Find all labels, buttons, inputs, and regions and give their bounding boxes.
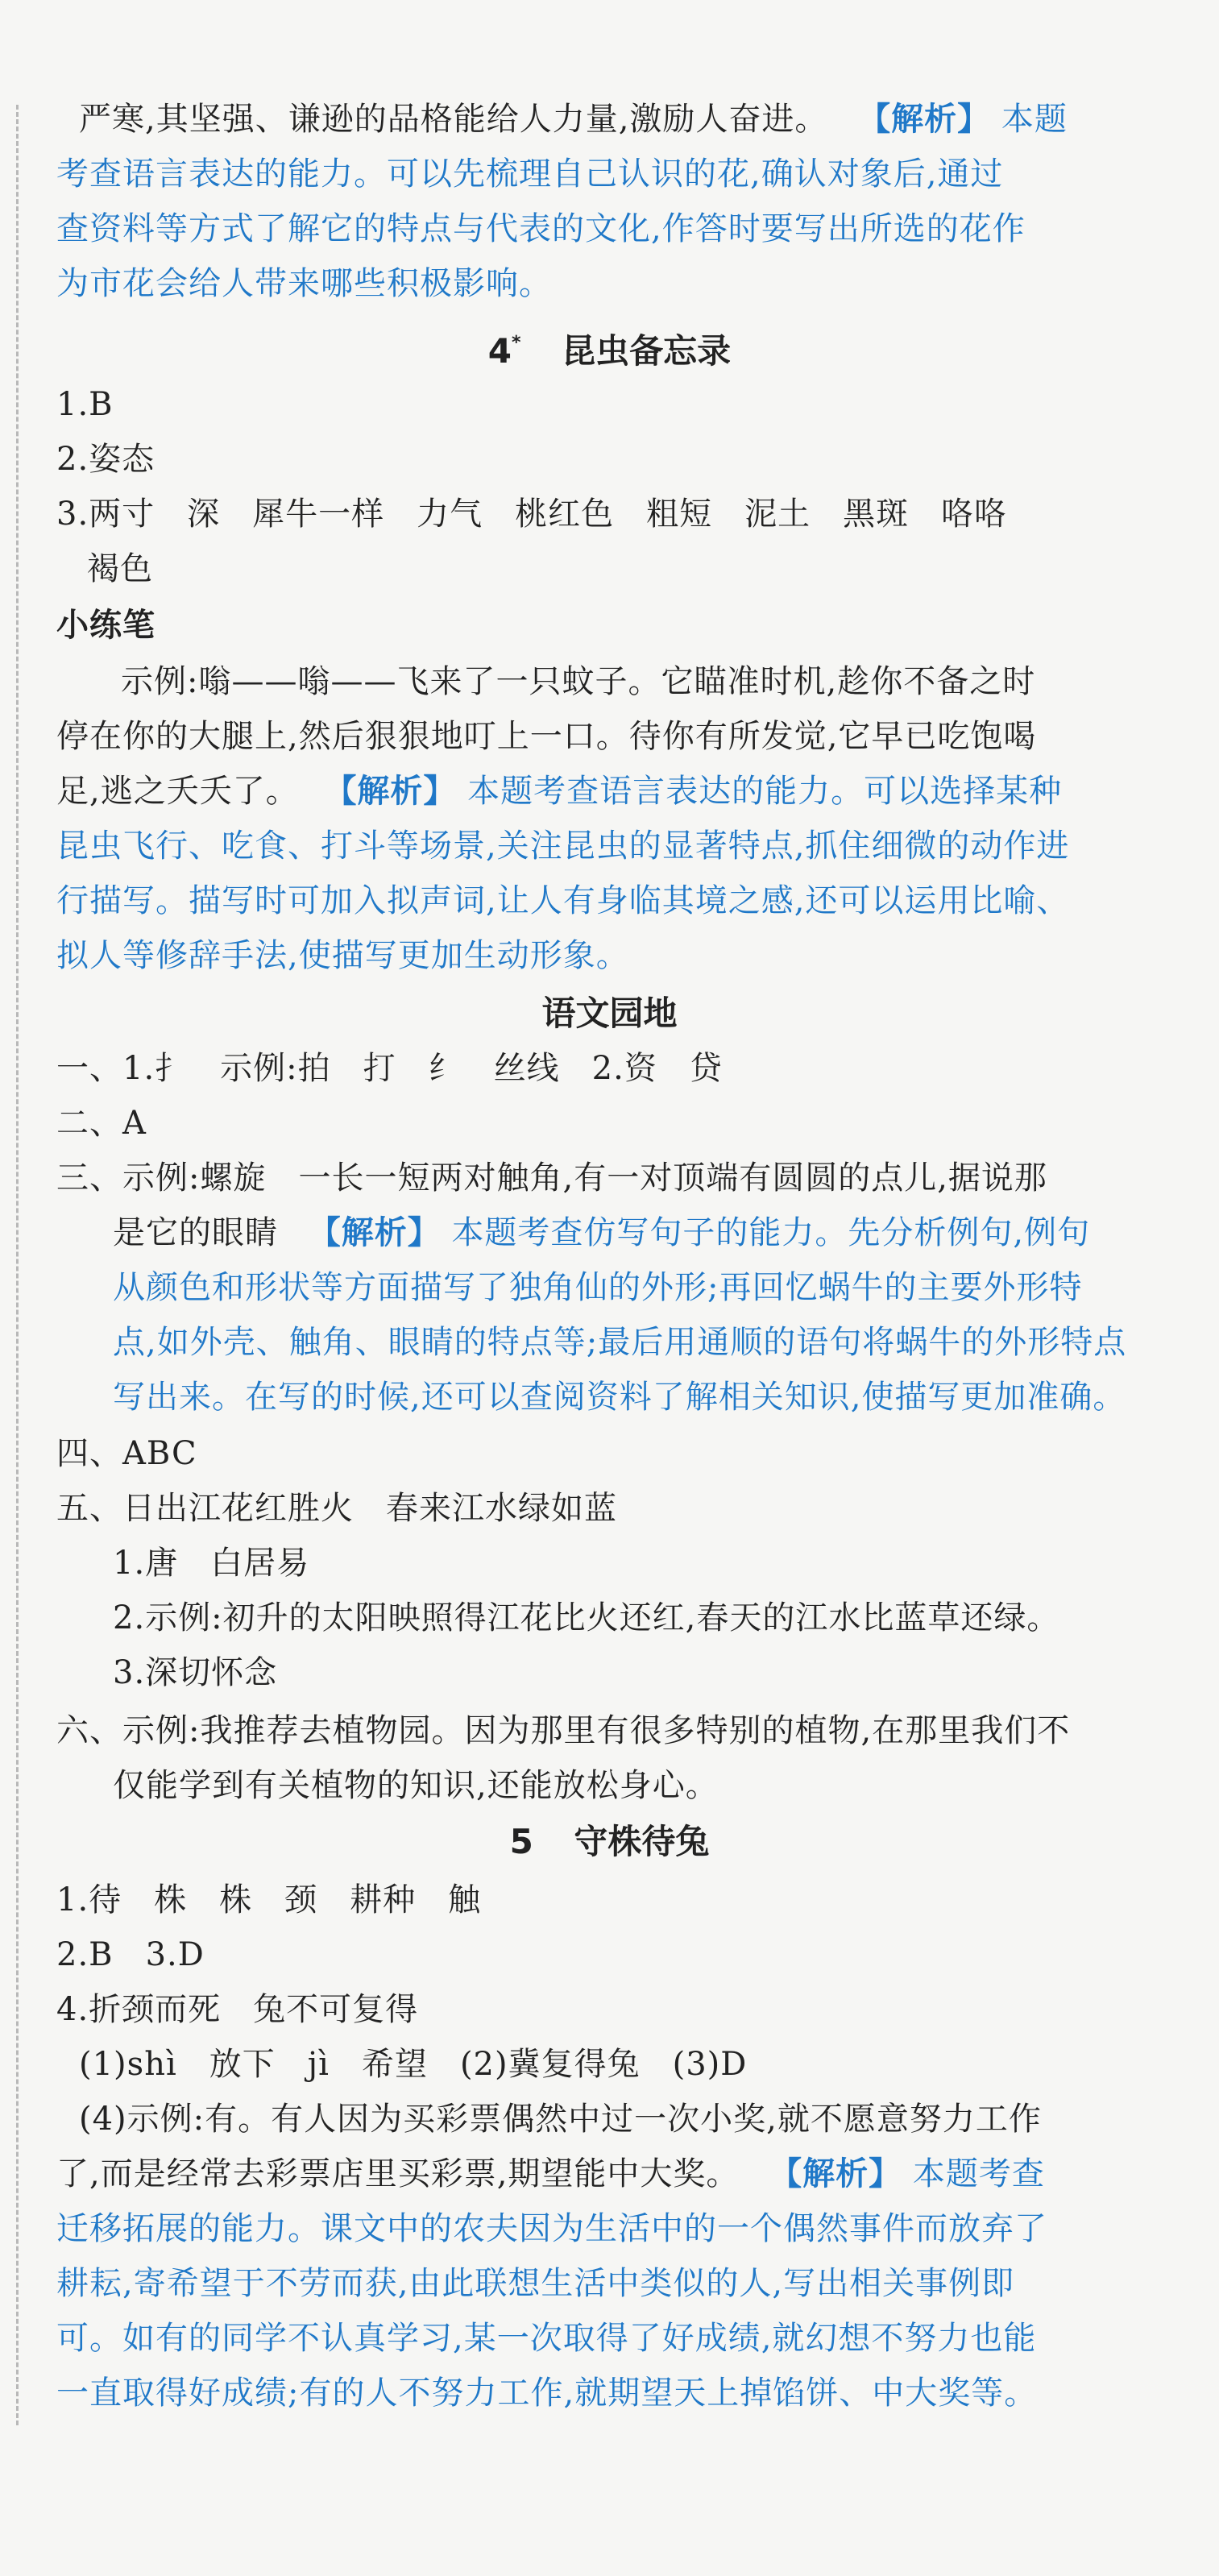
garden-q5: 五、日出江花红胜火 春来江水绿如蓝 bbox=[56, 1490, 617, 1527]
practice-title: 小练笔 bbox=[56, 607, 155, 644]
analysis-tag: 【解析】 bbox=[858, 101, 991, 138]
garden-q3-line-1: 三、示例:螺旋 一长一短两对触角,有一对顶端有圆圆的点儿,据说那 bbox=[56, 1159, 1047, 1197]
lesson5-q1: 1.待 株 株 颈 耕种 触 bbox=[56, 1881, 482, 1919]
lesson5-q4-sub4-line-2: 了,而是经常去彩票店里买彩票,期望能中大奖。 【解析】 本题考查 bbox=[56, 2155, 1045, 2192]
binding-dash-rule bbox=[16, 105, 19, 2425]
lesson5-q2-q3: 2.B 3.D bbox=[56, 1936, 205, 1973]
analysis-tag: 【解析】 bbox=[308, 1214, 441, 1251]
practice-line-3: 足,逃之夭夭了。 【解析】 本题考查语言表达的能力。可以选择某种 bbox=[56, 773, 1063, 810]
lesson5-q4-sub1: (1)shì 放下 jì 希望 (2)冀复得兔 (3)D bbox=[79, 2046, 748, 2083]
sec0-line-3: 查资料等方式了解它的特点与代表的文化,作答时要写出所选的花作 bbox=[56, 210, 1026, 247]
garden-q4: 四、ABC bbox=[56, 1435, 197, 1472]
lesson5-q4: 4.折颈而死 兔不可复得 bbox=[56, 1991, 419, 2028]
lesson5-line-6: 一直取得好成绩;有的人不努力工作,就期望天上掉馅饼、中大奖等。 bbox=[56, 2375, 1038, 2412]
garden-q2: 二、A bbox=[56, 1105, 147, 1142]
practice-line-2: 停在你的大腿上,然后狠狠地叮上一口。待你有所发觉,它早已吃饱喝 bbox=[56, 718, 1037, 755]
garden-q3-line-4: 点,如外壳、触角、眼睛的特点等;最后用通顺的语句将蜗牛的外形特点 bbox=[113, 1324, 1127, 1361]
sec0-line-4: 为市花会给人带来哪些积极影响。 bbox=[56, 265, 552, 302]
sec0-line-2: 考查语言表达的能力。可以先梳理自己认识的花,确认对象后,通过 bbox=[56, 156, 1004, 193]
garden-q6-line-1: 六、示例:我推荐去植物园。因为那里有很多特别的植物,在那里我们不 bbox=[56, 1712, 1071, 1749]
practice-line-1: 示例:嗡——嗡——飞来了一只蚊子。它瞄准时机,趁你不备之时 bbox=[121, 663, 1036, 700]
garden-q5-3: 3.深切怀念 bbox=[113, 1654, 278, 1691]
lesson5-q4-sub4-line-1: (4)示例:有。有人因为买彩票偶然中过一次小奖,就不愿意努力工作 bbox=[79, 2101, 1042, 2138]
analysis-tag: 【解析】 bbox=[324, 773, 457, 810]
lesson4-title: 4* 昆虫备忘录 bbox=[487, 331, 732, 371]
garden-q3-line-3: 从颜色和形状等方面描写了独角仙的外形;再回忆蜗牛的主要外形特 bbox=[113, 1269, 1083, 1306]
lesson4-q1: 1.B bbox=[56, 386, 114, 423]
lesson4-q2: 2.姿态 bbox=[56, 441, 155, 478]
garden-q5-2: 2.示例:初升的太阳映照得江花比火还红,春天的江水比蓝草还绿。 bbox=[113, 1599, 1060, 1636]
lesson5-line-3: 迁移拓展的能力。课文中的农夫因为生活中的一个偶然事件而放弃了 bbox=[56, 2210, 1047, 2247]
garden-q3-line-5: 写出来。在写的时候,还可以查阅资料了解相关知识,使描写更加准确。 bbox=[113, 1379, 1126, 1416]
garden-q5-1: 1.唐 白居易 bbox=[113, 1545, 310, 1582]
practice-line-5: 行描写。描写时可加入拟声词,让人有身临其境之感,还可以运用比喻、 bbox=[56, 882, 1070, 919]
lesson5-line-4: 耕耘,寄希望于不劳而获,由此联想生活中类似的人,写出相关事例即 bbox=[56, 2265, 1015, 2302]
lesson5-title: 5 守株待兔 bbox=[509, 1822, 710, 1861]
lesson5-line-5: 可。如有的同学不认真学习,某一次取得了好成绩,就幻想不努力也能 bbox=[56, 2320, 1037, 2357]
garden-title: 语文园地 bbox=[541, 993, 678, 1033]
lesson4-q3: 3.两寸 深 犀牛一样 力气 桃红色 粗短 泥土 黑斑 咯咯 bbox=[56, 496, 1008, 533]
practice-line-6: 拟人等修辞手法,使描写更加生动形象。 bbox=[56, 937, 629, 974]
garden-q6-line-2: 仅能学到有关植物的知识,还能放松身心。 bbox=[113, 1767, 719, 1804]
practice-line-4: 昆虫飞行、吃食、打斗等场景,关注昆虫的显著特点,抓住细微的动作进 bbox=[56, 828, 1070, 865]
lesson4-q3-last: 褐色 bbox=[87, 550, 153, 587]
analysis-tag: 【解析】 bbox=[769, 2155, 902, 2192]
sec0-line-1: 严寒,其坚强、谦逊的品格能给人力量,激励人奋进。 【解析】 本题 bbox=[79, 101, 1068, 138]
garden-q1: 一、1.扌 示例:拍 打 纟 丝线 2.资 贷 bbox=[56, 1050, 723, 1087]
garden-q3-line-2: 是它的眼睛 【解析】 本题考查仿写句子的能力。先分析例句,例句 bbox=[113, 1214, 1091, 1251]
